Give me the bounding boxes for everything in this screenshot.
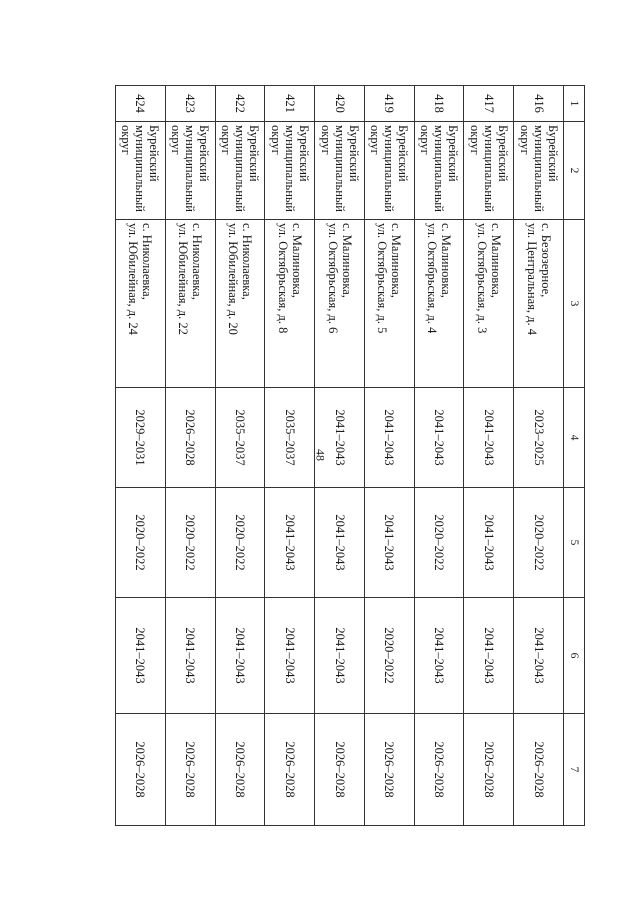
address-line: с. Малиновка, [488, 223, 503, 298]
table-row [165, 86, 215, 826]
address-cell [514, 220, 564, 388]
address-line: с. Николаевка, [140, 223, 155, 300]
district-cell: Бурейский муниципальный округ [265, 122, 315, 220]
column-header: 2 [564, 122, 585, 220]
rotated-table-container [115, 85, 585, 825]
period-cell-5: 2020–2022 [514, 488, 564, 598]
address-line: с. Николаевка, [240, 223, 255, 300]
period-cell-5: 2041–2043 [464, 488, 514, 598]
table-row [514, 86, 564, 826]
column-header: 1 [564, 86, 585, 122]
period-cell-5: 2020–2022 [414, 488, 464, 598]
period-cell-5: 2041–2043 [265, 488, 315, 598]
column-header: 3 [564, 220, 585, 388]
page-number: 48 [313, 449, 328, 461]
row-number-cell: 421 [265, 86, 315, 122]
table-row [464, 86, 514, 826]
row-number-cell: 419 [364, 86, 414, 122]
address-line: ул. Центральная, д. 4 [524, 223, 539, 336]
address-cell [315, 220, 365, 388]
row-number-cell: 423 [165, 86, 215, 122]
period-cell-6: 2041–2043 [165, 598, 215, 714]
schedule-table [115, 85, 585, 826]
address-line: ул. Юбилейная, д. 24 [126, 223, 141, 335]
address-line: с. Малиновка, [289, 223, 304, 298]
address-cell [165, 220, 215, 388]
period-cell-4: 2041–2043 [315, 388, 365, 488]
district-cell: Бурейский муниципальный округ [464, 122, 514, 220]
period-cell-6: 2041–2043 [414, 598, 464, 714]
period-cell-7: 2026–2028 [265, 714, 315, 826]
row-number-cell: 416 [514, 86, 564, 122]
period-cell-6: 2041–2043 [514, 598, 564, 714]
period-cell-4: 2035–2037 [265, 388, 315, 488]
address-line: с. Малиновка, [389, 223, 404, 298]
address-line: ул. Октябрьская, д. 5 [375, 223, 390, 334]
address-line: ул. Октябрьская, д. 6 [325, 223, 340, 334]
address-line: ул. Октябрьская, д. 3 [474, 223, 489, 334]
period-cell-6: 2041–2043 [116, 598, 166, 714]
period-cell-6: 2041–2043 [315, 598, 365, 714]
period-cell-7: 2026–2028 [165, 714, 215, 826]
row-number-cell: 422 [215, 86, 265, 122]
address-cell [265, 220, 315, 388]
row-number-cell: 418 [414, 86, 464, 122]
table-row [414, 86, 464, 826]
table-row [116, 86, 166, 826]
table-row [215, 86, 265, 826]
period-cell-5: 2041–2043 [315, 488, 365, 598]
column-header: 5 [564, 488, 585, 598]
table-row [315, 86, 365, 826]
period-cell-4: 2035–2037 [215, 388, 265, 488]
period-cell-4: 2041–2043 [414, 388, 464, 488]
period-cell-5: 2020–2022 [116, 488, 166, 598]
period-cell-7: 2026–2028 [364, 714, 414, 826]
address-line: с. Малиновка, [439, 223, 454, 298]
period-cell-7: 2026–2028 [464, 714, 514, 826]
period-cell-7: 2026–2028 [215, 714, 265, 826]
district-cell: Бурейский муниципальный округ [315, 122, 365, 220]
district-cell: Бурейский муниципальный округ [116, 122, 166, 220]
row-number-cell: 420 [315, 86, 365, 122]
address-cell [414, 220, 464, 388]
period-cell-7: 2026–2028 [116, 714, 166, 826]
address-line: с. Николаевка, [190, 223, 205, 300]
period-cell-5: 2020–2022 [215, 488, 265, 598]
address-cell [464, 220, 514, 388]
column-header: 4 [564, 388, 585, 488]
column-header: 7 [564, 714, 585, 826]
table-header-row [564, 86, 585, 826]
district-cell: Бурейский муниципальный округ [165, 122, 215, 220]
district-cell: Бурейский муниципальный округ [215, 122, 265, 220]
address-line: с. Безозерное, [538, 223, 553, 298]
row-number-cell: 424 [116, 86, 166, 122]
period-cell-5: 2041–2043 [364, 488, 414, 598]
period-cell-6: 2020–2022 [364, 598, 414, 714]
period-cell-6: 2041–2043 [464, 598, 514, 714]
address-cell [364, 220, 414, 388]
period-cell-5: 2020–2022 [165, 488, 215, 598]
district-cell: Бурейский муниципальный округ [514, 122, 564, 220]
address-line: ул. Юбилейная, д. 22 [176, 223, 191, 335]
period-cell-6: 2041–2043 [265, 598, 315, 714]
column-header: 6 [564, 598, 585, 714]
period-cell-4: 2023–2025 [514, 388, 564, 488]
period-cell-4: 2041–2043 [464, 388, 514, 488]
row-number-cell: 417 [464, 86, 514, 122]
address-line: ул. Октябрьская, д. 8 [275, 223, 290, 334]
district-cell: Бурейский муниципальный округ [414, 122, 464, 220]
address-line: ул. Юбилейная, д. 20 [226, 223, 241, 335]
district-cell: Бурейский муниципальный округ [364, 122, 414, 220]
table-row [364, 86, 414, 826]
period-cell-7: 2026–2028 [315, 714, 365, 826]
period-cell-6: 2041–2043 [215, 598, 265, 714]
period-cell-4: 2041–2043 [364, 388, 414, 488]
table-row [265, 86, 315, 826]
period-cell-4: 2029–2031 [116, 388, 166, 488]
period-cell-7: 2026–2028 [514, 714, 564, 826]
period-cell-4: 2026–2028 [165, 388, 215, 488]
address-cell [215, 220, 265, 388]
address-line: ул. Октябрьская, д. 4 [425, 223, 440, 334]
period-cell-7: 2026–2028 [414, 714, 464, 826]
address-line: с. Малиновка, [339, 223, 354, 298]
address-cell [116, 220, 166, 388]
